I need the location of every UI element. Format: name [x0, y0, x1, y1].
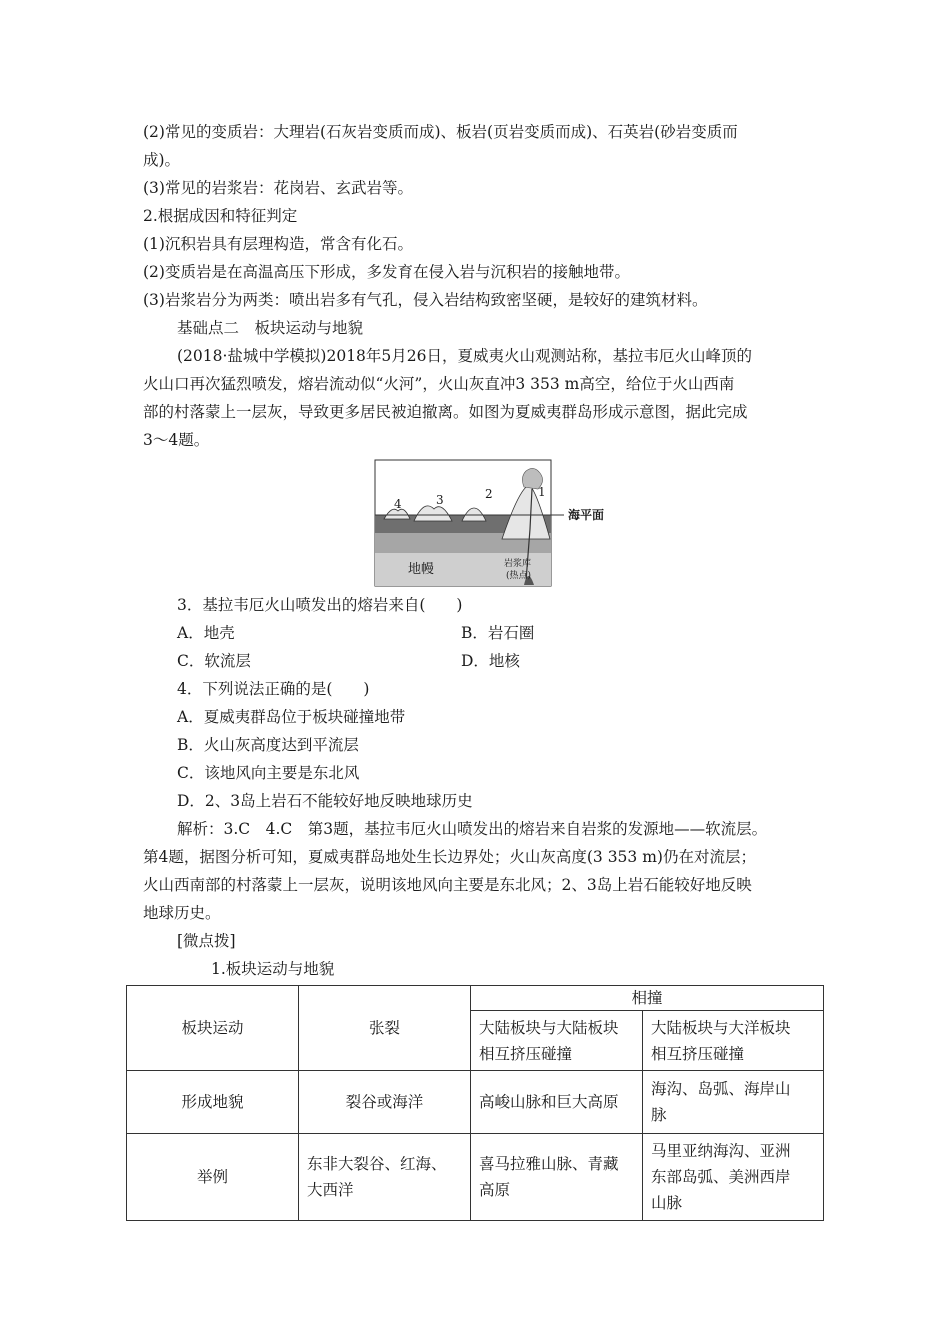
mantle-layer	[375, 553, 551, 586]
question-3-stem: 3．基拉韦厄火山喷发出的熔岩来自( )	[177, 596, 463, 614]
intro-line-2: 火山口再次猛烈喷发，熔岩流动似“火河”，火山灰直冲3 353 m高空，给位于火山西南	[143, 375, 735, 393]
island-4-label: 4	[394, 497, 402, 511]
analysis-line-2: 第4题，据图分析可知，夏威夷群岛地处生长边界处；火山灰高度(3 353 m)仍在对流层；	[143, 848, 756, 866]
table-row	[127, 1071, 824, 1134]
row-example-divergent-line1: 东非大裂谷、红海、	[307, 1155, 447, 1173]
section-heading: 基础点二 板块运动与地貌	[177, 319, 364, 337]
row-example-cc-line1: 喜马拉雅山脉、青藏	[479, 1155, 619, 1173]
metamorphic-feature: (2)变质岩是在高温高压下形成，多发育在侵入岩与沉积岩的接触地带。	[143, 263, 630, 281]
header-divergent: 张裂	[299, 986, 471, 1071]
metamorphic-rocks-line1: (2)常见的变质岩：大理岩(石灰岩变质而成)、板岩(页岩变质而成)、石英岩(砂岩变质而	[143, 123, 738, 141]
question-3-option-a: A．地壳	[177, 624, 235, 642]
hotspot-label: (热点)	[506, 571, 532, 581]
row-example-co-line3: 山脉	[651, 1194, 683, 1212]
row-example-cc	[471, 1134, 643, 1221]
question-3-option-c: C．软流层	[177, 652, 251, 670]
analysis-line-3: 火山西南部的村落蒙上一层灰，说明该地风向主要是东北风；2、3岛上岩石能较好地反映	[143, 876, 752, 894]
header-co-line2: 相互挤压碰撞	[651, 1044, 745, 1063]
row-landform-cc: 高峻山脉和巨大高原	[471, 1071, 643, 1134]
table-row	[127, 1134, 824, 1221]
header-cc-line2: 相互挤压碰撞	[479, 1044, 573, 1063]
igneous-rocks-line: (3)常见的岩浆岩：花岗岩、玄武岩等。	[143, 179, 413, 197]
row-example-divergent-line2: 大西洋	[307, 1181, 354, 1199]
question-3-option-b: B．岩石圈	[461, 624, 535, 642]
tip-label: [微点拨]	[177, 932, 236, 950]
row-landform-co	[643, 1071, 824, 1134]
metamorphic-rocks-line2: 成)。	[143, 151, 181, 169]
analysis-line-4: 地球历史。	[143, 904, 221, 922]
tip-subheading: 1.板块运动与地貌	[211, 960, 335, 978]
intro-line-1: (2018·盐城中学模拟)2018年5月26日，夏威夷火山观测站称，基拉韦厄火山峰顶的	[177, 347, 753, 365]
question-4-option-b: B．火山灰高度达到平流层	[177, 736, 359, 754]
judge-heading: 2.根据成因和特征判定	[143, 207, 298, 225]
sedimentary-feature: (1)沉积岩具有层理构造，常含有化石。	[143, 235, 413, 253]
row-example-cc-line2: 高原	[479, 1181, 511, 1199]
intro-line-3: 部的村落蒙上一层灰，导致更多居民被迫撤离。如图为夏威夷群岛形成示意图，据此完成	[143, 403, 748, 421]
row-example-co-line1: 马里亚纳海沟、亚洲	[651, 1142, 791, 1160]
header-continent-ocean	[643, 1011, 824, 1071]
row-example-divergent	[299, 1134, 471, 1221]
header-co-line1: 大陆板块与大洋板块	[651, 1018, 791, 1037]
row-landform-divergent: 裂谷或海洋	[299, 1071, 471, 1134]
row-landform-co-line2: 脉	[651, 1106, 667, 1124]
row-example-label: 举例	[127, 1134, 299, 1221]
row-landform-label: 形成地貌	[127, 1071, 299, 1134]
header-continent-continent	[471, 1011, 643, 1071]
header-plate-motion: 板块运动	[127, 986, 299, 1071]
header-cc-line1: 大陆板块与大陆板块	[479, 1018, 619, 1037]
header-convergent: 相撞	[471, 986, 824, 1011]
question-4-option-c: C．该地风向主要是东北风	[177, 764, 360, 782]
island-1-label: 1	[538, 485, 546, 499]
row-landform-co-line1: 海沟、岛弧、海岸山	[651, 1080, 791, 1098]
plate-landform-table	[126, 985, 824, 1221]
island-2-label: 2	[485, 487, 493, 501]
question-4-option-d: D．2、3岛上岩石不能较好地反映地球历史	[177, 792, 473, 810]
table-header-row-1	[127, 986, 824, 1011]
mantle-label: 地幔	[408, 562, 435, 577]
hawaii-formation-figure	[374, 459, 604, 587]
row-example-co	[643, 1134, 824, 1221]
question-4-stem: 4．下列说法正确的是( )	[177, 680, 370, 698]
igneous-feature: (3)岩浆岩分为两类：喷出岩多有气孔，侵入岩结构致密坚硬，是较好的建筑材料。	[143, 291, 708, 309]
intro-line-4: 3～4题。	[143, 431, 210, 449]
island-3-label: 3	[436, 493, 444, 507]
sea-level-label: 海平面	[568, 508, 605, 522]
magma-chamber-label: 岩浆库	[504, 559, 532, 569]
question-3-option-d: D．地核	[461, 652, 520, 670]
row-example-co-line2: 东部岛弧、美洲西岸	[651, 1168, 791, 1186]
question-4-option-a: A．夏威夷群岛位于板块碰撞地带	[177, 708, 406, 726]
analysis-line-1: 解析：3.C 4.C 第3题，基拉韦厄火山喷发出的熔岩来自岩浆的发源地——软流层。	[177, 820, 768, 838]
